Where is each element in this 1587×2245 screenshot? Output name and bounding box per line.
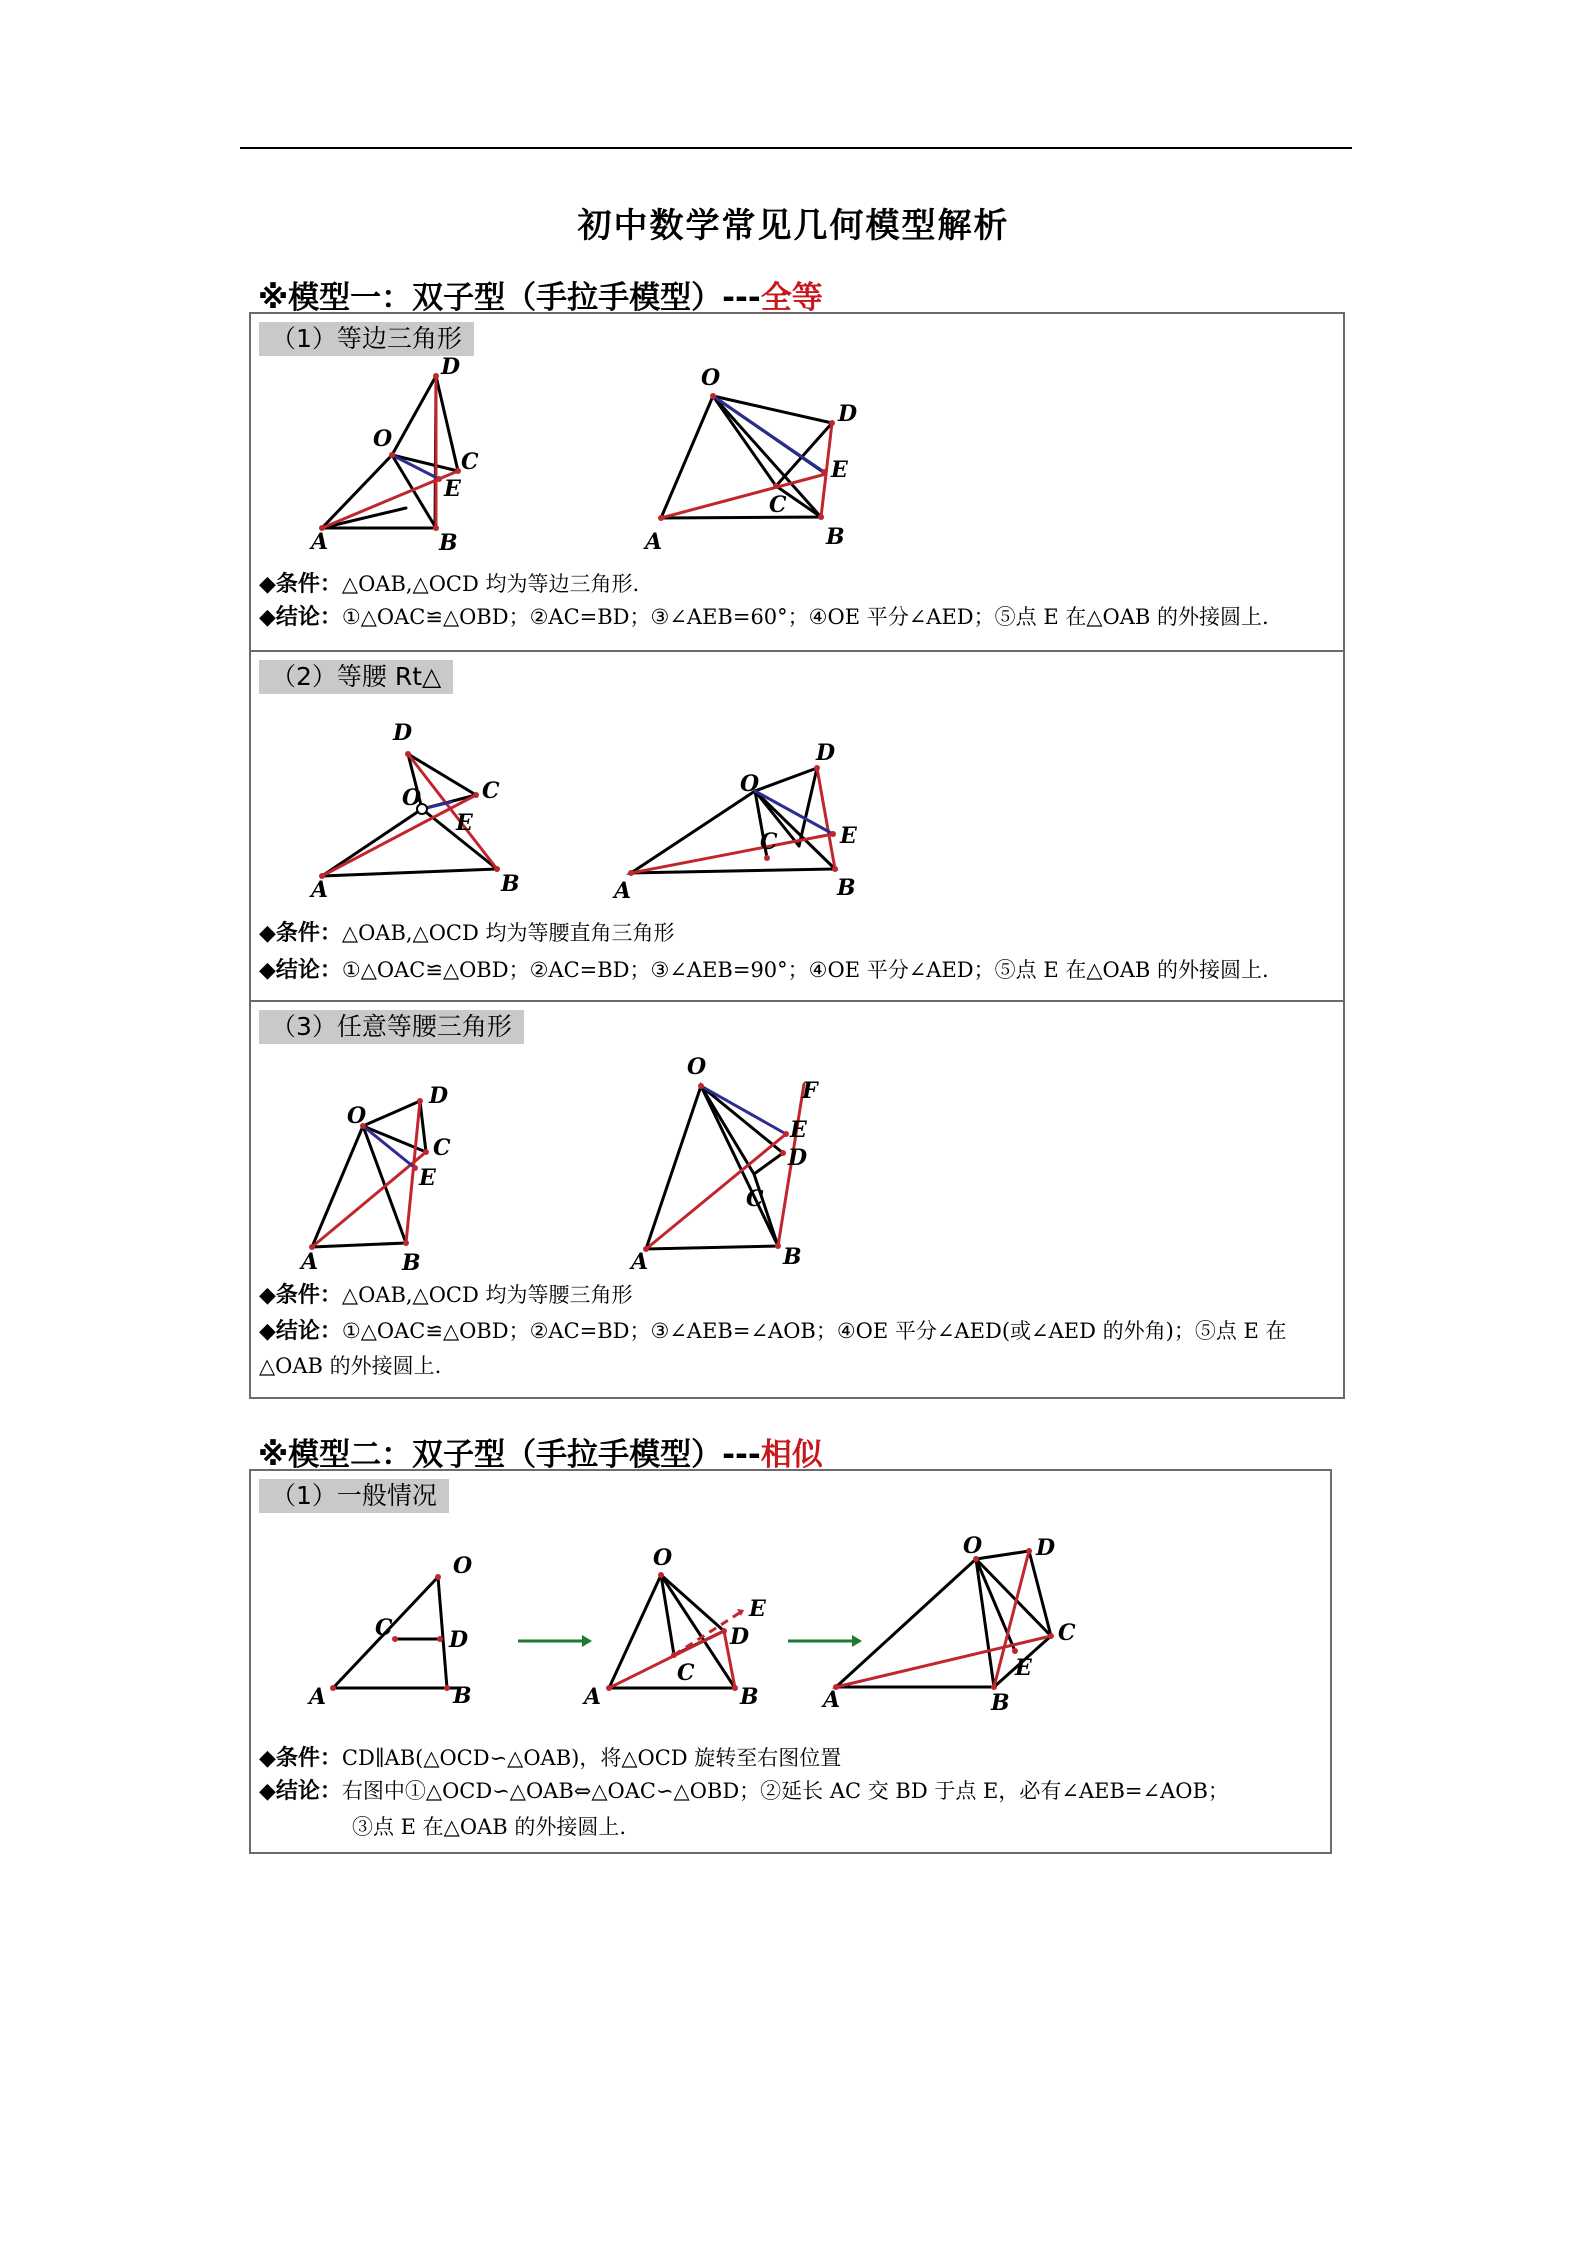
model1-heading — [258, 272, 823, 317]
point-label-c: C — [760, 829, 778, 855]
model1-heading-accent: 全等 — [760, 280, 823, 316]
condition-text: △OAB,△OCD 均为等腰三角形 — [341, 1283, 633, 1307]
point-label-b: B — [453, 1683, 472, 1709]
header-rule — [240, 147, 1352, 149]
model2-box — [249, 1469, 1332, 1854]
section-label: （3）任意等腰三角形 — [259, 1010, 524, 1044]
conclusion-text: ③点 E 在△OAB 的外接圆上. — [352, 1815, 626, 1839]
figure-isosceles-1 — [301, 1050, 501, 1276]
point-label-e: E — [456, 810, 473, 836]
condition-line — [259, 1280, 633, 1311]
section-label: （1）等边三角形 — [259, 322, 474, 356]
point-label-a: A — [823, 1687, 841, 1713]
condition-line — [259, 918, 675, 949]
point-label-o: O — [687, 1054, 707, 1080]
model2-heading-prefix: ※模型二：双子型（手拉手模型）--- — [258, 1437, 761, 1473]
point-label-e: E — [419, 1165, 436, 1191]
point-label-o: O — [453, 1553, 473, 1579]
point-label-d: D — [393, 720, 413, 746]
point-label-c: C — [677, 1660, 695, 1686]
condition-text: △OAB,△OCD 均为等边三角形. — [341, 572, 640, 596]
point-label-a: A — [311, 529, 329, 555]
point-label-d: D — [1036, 1535, 1056, 1561]
point-label-f: F — [802, 1078, 818, 1104]
point-label-c: C — [461, 449, 479, 475]
section-label: （1）一般情况 — [259, 1479, 449, 1513]
point-label-e: E — [840, 823, 857, 849]
point-label-a: A — [301, 1249, 319, 1275]
point-label-o: O — [402, 785, 422, 811]
figure-isosceles-2 — [621, 1050, 841, 1275]
model1-heading-prefix: ※模型一：双子型（手拉手模型）--- — [258, 280, 761, 316]
condition-text: CD∥AB(△OCD∽△OAB)，将△OCD 旋转至右图位置 — [341, 1746, 842, 1770]
point-label-a: A — [309, 1684, 327, 1710]
point-label-c: C — [482, 778, 500, 804]
point-label-o: O — [963, 1533, 983, 1559]
conclusion-tag: ◆结论： — [259, 958, 342, 983]
point-label-d: D — [441, 354, 461, 380]
point-label-o: O — [653, 1545, 673, 1571]
point-label-b: B — [501, 871, 520, 897]
condition-tag: ◆条件： — [259, 1746, 342, 1771]
point-label-b: B — [837, 875, 856, 901]
point-label-e: E — [444, 476, 461, 502]
conclusion-tag: ◆结论： — [259, 1779, 342, 1804]
point-label-b: B — [783, 1244, 802, 1270]
point-label-d: D — [838, 401, 858, 427]
conclusion-line — [259, 1314, 1335, 1383]
condition-line — [259, 1743, 841, 1774]
figure-similar-1 — [301, 1531, 471, 1721]
point-label-c: C — [769, 492, 787, 518]
model2-heading — [258, 1429, 823, 1474]
conclusion-text: ①△OAC≌△OBD；②AC=BD；③∠AEB=∠AOB；④OE 平分∠AED(或∠AED 的外角)；⑤点 E 在△OAB 的外接圆上. — [259, 1319, 1287, 1378]
point-label-a: A — [631, 1249, 649, 1275]
point-label-d: D — [730, 1624, 750, 1650]
conclusion-line — [259, 602, 1269, 633]
point-label-e: E — [1015, 1655, 1032, 1681]
point-label-o: O — [373, 426, 393, 452]
section-label: （2）等腰 Rt△ — [259, 660, 453, 694]
figure-isosceles-right-1 — [311, 702, 541, 902]
conclusion-tag: ◆结论： — [259, 605, 342, 630]
conclusion-text: ①△OAC≌△OBD；②AC=BD；③∠AEB=90°；④OE 平分∠AED；⑤点 E 在△OAB 的外接圆上. — [341, 958, 1269, 982]
point-label-b: B — [402, 1250, 421, 1276]
point-label-a: A — [311, 877, 329, 903]
model1-section-equilateral — [251, 314, 1343, 650]
point-label-o: O — [347, 1103, 367, 1129]
condition-text: △OAB,△OCD 均为等腰直角三角形 — [341, 921, 675, 945]
condition-tag: ◆条件： — [259, 572, 342, 597]
condition-tag: ◆条件： — [259, 1283, 342, 1308]
point-label-o: O — [701, 365, 721, 391]
point-label-d: D — [429, 1083, 449, 1109]
point-label-b: B — [439, 530, 458, 556]
figure-isosceles-right-2 — [606, 712, 886, 902]
point-label-a: A — [614, 878, 632, 904]
figure-equilateral-2 — [631, 365, 871, 559]
conclusion-line — [259, 1776, 1229, 1807]
model2-heading-accent: 相似 — [760, 1437, 823, 1473]
point-label-o: O — [740, 771, 760, 797]
point-label-c: C — [746, 1186, 764, 1212]
point-label-e: E — [790, 1117, 807, 1143]
conclusion-tag: ◆结论： — [259, 1319, 342, 1344]
model1-section-isosceles — [251, 1000, 1343, 1397]
point-label-e: E — [831, 457, 848, 483]
figure-similar-3 — [821, 1511, 1081, 1721]
point-label-d: D — [449, 1627, 469, 1653]
point-label-c: C — [375, 1615, 393, 1641]
page-title: 初中数学常见几何模型解析 — [577, 206, 1010, 246]
figure-similar-2 — [551, 1531, 781, 1721]
point-label-d: D — [816, 740, 836, 766]
figure-equilateral-1 — [311, 354, 511, 556]
condition-line — [259, 569, 639, 600]
model1-box — [249, 312, 1345, 1399]
conclusion-text: ①△OAC≌△OBD；②AC=BD；③∠AEB=60°；④OE 平分∠AED；⑤点 E 在△OAB 的外接圆上. — [341, 605, 1269, 629]
point-label-b: B — [740, 1684, 759, 1710]
point-label-c: C — [1058, 1620, 1076, 1646]
point-label-a: A — [645, 529, 663, 555]
point-label-b: B — [826, 524, 845, 550]
condition-tag: ◆条件： — [259, 921, 342, 946]
point-label-c: C — [433, 1135, 451, 1161]
model1-section-isosceles-right — [251, 650, 1343, 1000]
conclusion-line — [259, 955, 1269, 986]
point-label-e: E — [749, 1596, 766, 1622]
point-label-a: A — [584, 1684, 602, 1710]
point-label-b: B — [991, 1690, 1010, 1716]
conclusion-text: 右图中①△OCD∽△OAB⇔△OAC∽△OBD；②延长 AC 交 BD 于点 E，必有∠AEB=∠AOB； — [341, 1779, 1229, 1803]
conclusion-line-2 — [352, 1812, 626, 1842]
point-label-d: D — [788, 1145, 808, 1171]
